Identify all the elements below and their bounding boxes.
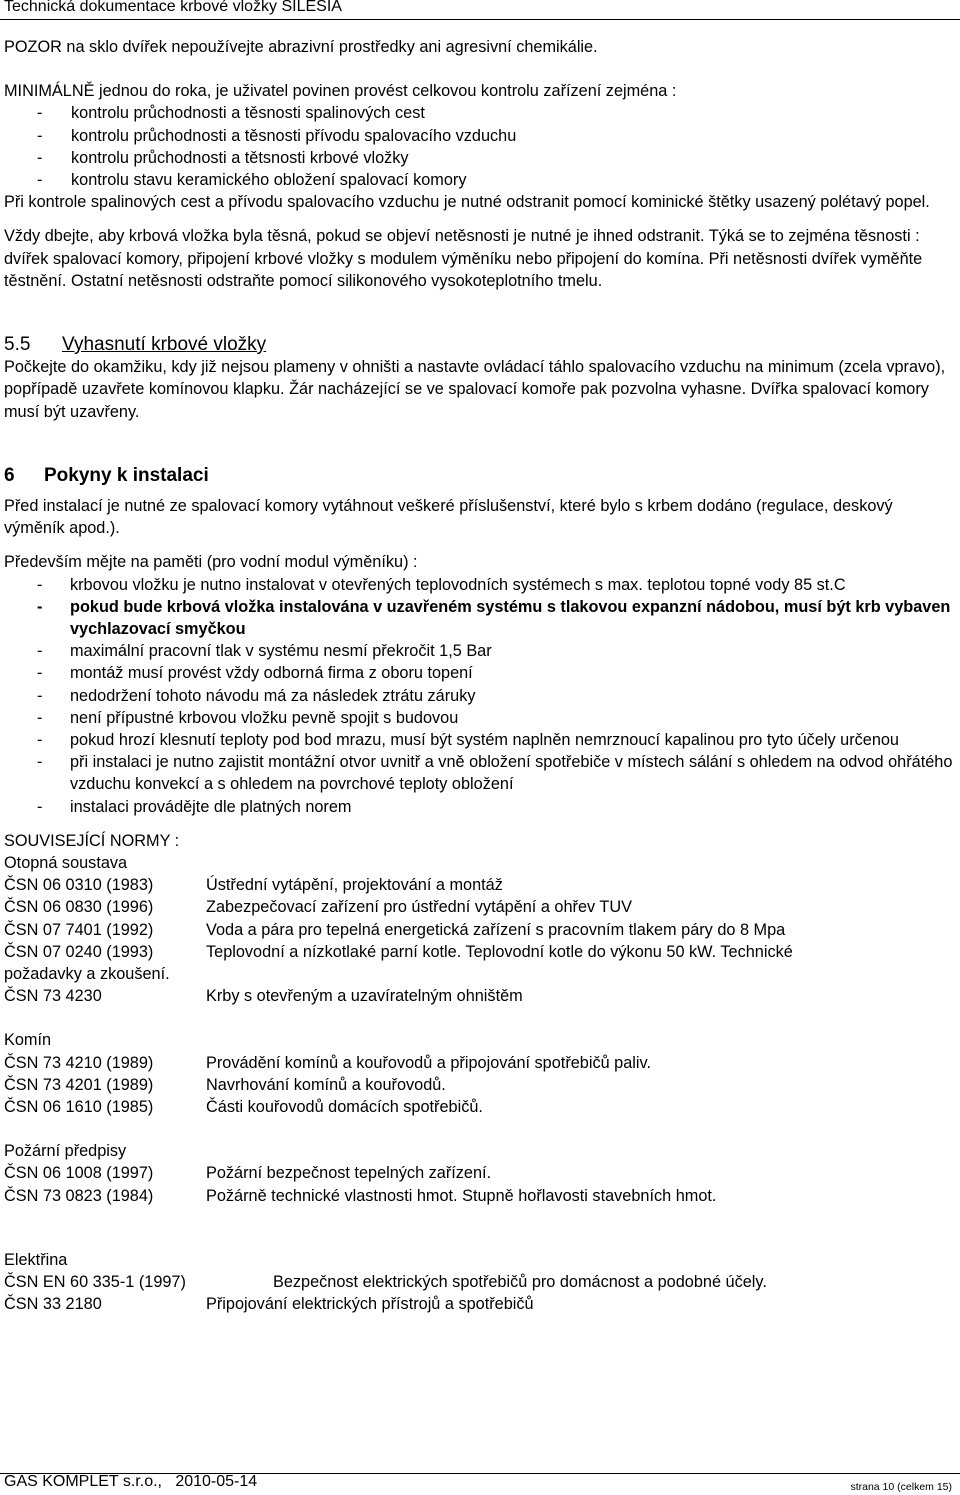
norm-row	[4, 1074, 954, 1096]
norm-code: ČSN 07 0240 (1993)	[4, 942, 154, 961]
control-intro: MINIMÁLNĚ jednou do roka, je uživatel povinen provést celkovou kontrolu zařízení zejména :	[4, 82, 677, 101]
norm-desc: Navrhování komínů a kouřovodů.	[206, 1075, 446, 1094]
norms-group-title: Otopná soustava	[4, 854, 128, 873]
list-item: - montáž musí provést vždy odborná firma z oboru topení	[4, 662, 954, 684]
norm-row	[4, 896, 954, 918]
norm-code: ČSN 06 0830 (1996)	[4, 898, 154, 917]
norm-row	[4, 919, 954, 941]
norm-desc: Připojování elektrických přístrojů a spotřebičů	[206, 1295, 534, 1314]
seal-paragraph: Vždy dbejte, aby krbová vložka byla těsná, pokud se objeví netěsnosti je nutné je ihned odstranit. Týká se to zejména těsnosti : dvířek spalovací komory, připojení krbové vložky s modulem výměníku nebo připojení do komína. Při netěsnosti dvířek vyměňte těstnění. Ostatní netěsnosti odstraňte pomocí silikonového vysokoteplotního tmelu.	[4, 227, 923, 290]
header-title: Technická dokumentace krbové vložky SILESIA	[4, 0, 342, 15]
norm-desc: Bezpečnost elektrických spotřebičů pro domácnost a podobné účely.	[273, 1272, 767, 1291]
page-header	[0, 0, 960, 18]
norm-row	[4, 1271, 954, 1293]
footer-page-number: strana 10 (celkem 15)	[850, 1481, 952, 1493]
norms-heading: SOUVISEJÍCÍ NORMY :	[4, 831, 180, 850]
norm-code: ČSN 33 2180	[4, 1295, 102, 1314]
control-list	[4, 102, 954, 191]
page-footer	[0, 1473, 960, 1495]
list-item: - není přípustné krbovou vložku pevně spojit s budovou	[4, 707, 954, 729]
section-number: 6	[4, 464, 15, 486]
norm-continuation: požadavky a zkoušení.	[4, 965, 170, 984]
norm-row	[4, 1162, 954, 1184]
norm-desc: Části kouřovodů domácích spotřebičů.	[206, 1098, 483, 1117]
list-item: - kontrolu průchodnosti a těsnosti přívodu spalovacího vzduchu	[4, 125, 954, 147]
norm-row	[4, 1096, 954, 1118]
warning-glass: POZOR na sklo dvířek nepoužívejte abrazivní prostředky ani agresivní chemikálie.	[4, 38, 598, 56]
list-item: - pokud hrozí klesnutí teploty pod bod mrazu, musí být systém naplněn nemrznoucí kapalinou pro tyto účely určenou	[4, 729, 954, 751]
section-6-text: Před instalací je nutné ze spalovací komory vytáhnout veškeré příslušenství, které bylo s krbem dodáno (regulace, deskový výměník apod.).	[4, 497, 893, 538]
norm-code: ČSN 73 4210 (1989)	[4, 1053, 154, 1072]
norm-desc: Požárně technické vlastnosti hmot. Stupně hořlavosti stavebních hmot.	[206, 1186, 717, 1205]
norm-code: ČSN 06 0310 (1983)	[4, 876, 154, 895]
norm-code: ČSN 06 1008 (1997)	[4, 1164, 154, 1183]
list-item: - nedodržení tohoto návodu má za následek ztrátu záruky	[4, 685, 954, 707]
norm-desc: Požární bezpečnost tepelných zařízení.	[206, 1164, 492, 1183]
norm-desc: Ústřední vytápění, projektování a montáž	[206, 876, 503, 895]
list-item: - krbovou vložku je nutno instalovat v otevřených teplovodních systémech s max. teplotou topné vody 85 st.C	[4, 574, 954, 596]
control-after: Při kontrole spalinových cest a přívodu spalovacího vzduchu je nutné odstranit pomocí kominické štětky usazený polétavý popel.	[4, 193, 930, 212]
norm-desc: Teplovodní a nízkotlaké parní kotle. Teplovodní kotle do výkonu 50 kW. Technické	[206, 942, 793, 961]
norm-code: ČSN 07 7401 (1992)	[4, 920, 154, 939]
list-item: - při instalaci je nutno zajistit montážní otvor uvnitř a vně obložení spotřebiče v místech sálání s ohledem na odvod ohřátého vzduchu konvekcí a s ohledem na povrchové teploty obložení	[4, 751, 954, 795]
norms-group-title: Komín	[4, 1031, 52, 1050]
norms-group-title: Elektřina	[4, 1250, 68, 1269]
norm-code: ČSN 73 4201 (1989)	[4, 1075, 154, 1094]
section-title: Pokyny k instalaci	[44, 464, 209, 486]
norm-row	[4, 1052, 954, 1074]
section-title: Vyhasnutí krbové vložky	[62, 334, 267, 356]
norm-row	[4, 1293, 954, 1315]
footer-company-date: GAS KOMPLET s.r.o., 2010-05-14	[4, 1473, 258, 1490]
norm-desc: Zabezpečovací zařízení pro ústřední vytápění a ohřev TUV	[206, 898, 632, 917]
norm-code: ČSN 73 0823 (1984)	[4, 1186, 154, 1205]
section-5-5-text: Počkejte do okamžiku, kdy již nejsou plameny v ohništi a nastavte ovládací táhlo spalovacího vzduchu na minimum (zcela vpravo), popřípadě uzavřete komínovou klapku. Žár nacházející se ve spalovací komoře pak pozvolna vyhasne. Dvířka spalovací komory musí být uzavřeny.	[4, 358, 946, 421]
norm-desc: Provádění komínů a kouřovodů a připojování spotřebičů paliv.	[206, 1053, 651, 1072]
norm-code: ČSN EN 60 335-1 (1997)	[4, 1272, 186, 1291]
list-item: - maximální pracovní tlak v systému nesmí překročit 1,5 Bar	[4, 640, 954, 662]
header-rule	[0, 19, 960, 20]
norm-desc: Krby s otevřeným a uzavíratelným ohništěm	[206, 987, 523, 1006]
norm-code: ČSN 73 4230	[4, 987, 102, 1006]
section-number: 5.5	[4, 334, 31, 356]
list-item: - pokud bude krbová vložka instalována v uzavřeném systému s tlakovou expanzní nádobou, musí být krb vybaven vychlazovací smyčkou	[4, 596, 954, 640]
list-item: - kontrolu průchodnosti a těsnosti spalinových cest	[4, 102, 954, 124]
document-body	[4, 36, 954, 1315]
list-item: - instalaci provádějte dle platných norem	[4, 796, 954, 818]
section-5-5-heading	[4, 334, 954, 356]
list-item: - kontrolu stavu keramického obložení spalovací komory	[4, 169, 954, 191]
norm-row	[4, 1185, 954, 1207]
norm-row	[4, 941, 954, 963]
list-item: - kontrolu průchodnosti a tětsnosti krbové vložky	[4, 147, 954, 169]
norms-group-title: Požární předpisy	[4, 1142, 127, 1161]
norm-row	[4, 985, 954, 1007]
norm-row	[4, 874, 954, 896]
install-list	[4, 574, 954, 818]
section-6-intro: Především mějte na paměti (pro vodní modul výměníku) :	[4, 553, 418, 572]
norm-code: ČSN 06 1610 (1985)	[4, 1098, 154, 1117]
norm-desc: Voda a pára pro tepelná energetická zařízení s pracovním tlakem páry do 8 Mpa	[206, 920, 786, 939]
section-6-heading	[4, 465, 954, 487]
